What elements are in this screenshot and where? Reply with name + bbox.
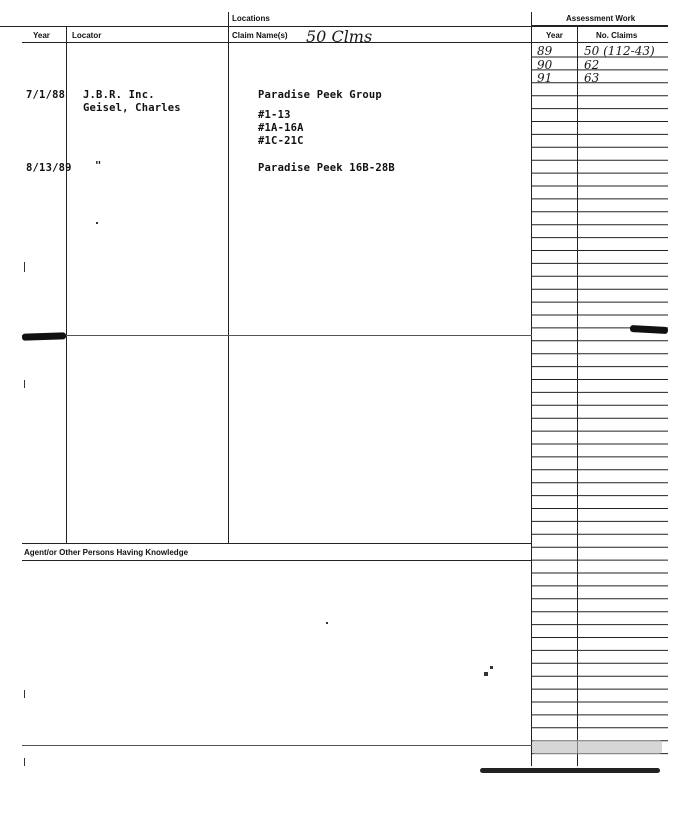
entry-1-locator-line-1: J.B.R. Inc. [83,89,155,101]
claim-names-handwritten: 50 Clms [306,27,373,46]
year-header: Year [33,31,50,40]
speck [24,758,25,766]
entry-1-claim-line-4: #1C-21C [258,135,304,147]
speck [326,622,328,624]
aw-year-header: Year [546,31,563,40]
agent-label: Agent/or Other Persons Having Knowledge [24,548,189,557]
aw-row-2-year: 90 [537,58,553,72]
entry-1-year: 7/1/88 [26,89,66,101]
claim-names-header: Claim Name(s) [232,31,288,40]
speck [24,690,25,698]
entry-2-claim-line-1: Paradise Peek 16B-28B [258,162,395,174]
speck [24,380,25,388]
locations-label: Locations [232,14,270,23]
aw-row-1-claims: 50 (112-43) [584,44,655,58]
entry-1-claim-line-3: #1A-16A [258,122,304,134]
aw-row-3-claims: 63 [584,71,600,85]
locator-header: Locator [72,31,102,40]
aw-row-1-year: 89 [537,44,553,58]
smudge-bottom-2 [532,740,662,754]
smudge-bottom [480,768,660,773]
entry-2-year: 8/13/89 [26,162,72,174]
aw-row-3-year: 91 [537,71,553,85]
entry-1-claim-line-1: Paradise Peek Group [258,89,382,101]
speck [96,222,98,224]
entry-2-locator-ditto: " [95,160,102,172]
assessment-work-label: Assessment Work [566,14,636,23]
aw-row-2-claims: 62 [584,58,600,72]
entry-1-locator-line-2: Geisel, Charles [83,102,181,114]
aw-no-claims-header: No. Claims [596,31,638,40]
speck [484,672,488,676]
entry-1-claim-line-2: #1-13 [258,109,291,121]
speck [490,666,493,669]
speck [24,262,25,272]
